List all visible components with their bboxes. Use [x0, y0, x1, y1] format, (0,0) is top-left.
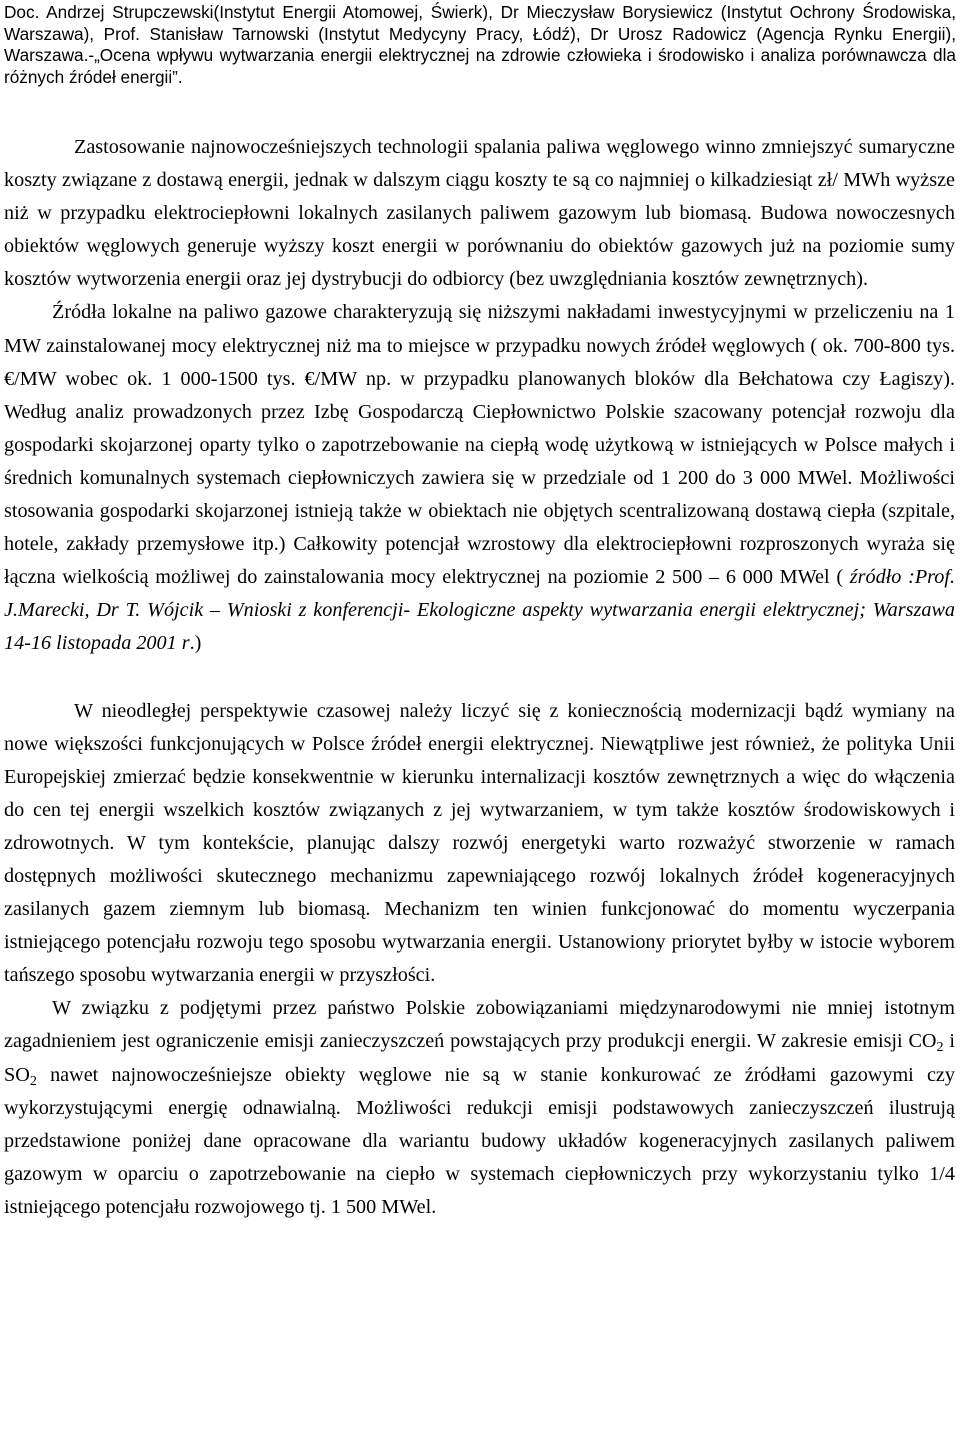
paragraph-emissions-text-c: nawet najnowocześniejsze obiekty węglowe nie są w stanie konkurować ze źródłami gazowymi czy wykorzystującymi energię odnawialną. Możliwości redukcji emisji podstawowych zanieczyszczeń ilustrują przedstawione poniżej dane opracowane dla wariantu budowy układów kogeneracyjnych zasilanych paliwem gazowym w oparciu o zapotrzebowanie na ciepło w systemach ciepłowniczych przy wykorzystaniu tylko 1/4 istniejącego potencjału rozwojowego tj. 1 500 MWel.: [4, 1063, 955, 1218]
paragraph-gas-sources: [4, 296, 955, 660]
paragraph-emissions-text-a: W związku z podjętymi przez państwo Polskie zobowiązaniami międzynarodowymi nie mniej istotnym zagadnieniem jest ograniczenie emisji zanieczyszczeń powstających przy produkcji energii. W zakresie emisji CO: [4, 997, 955, 1053]
paragraph-emissions: [4, 992, 955, 1224]
paragraph-gas-sources-text: Źródła lokalne na paliwo gazowe charakteryzują się niższymi nakładami inwestycyjnymi w przeliczeniu na 1 MW zainstalowanej mocy elektrycznej niż ma to miejsce w przypadku nowych źródeł węglowych ( ok. 700-800 tys. €/MW wobec ok. 1 000-1500 tys. €/MW np. w przypadku planowanych bloków dla Bełchatowa czy Łagiszy). Według analiz prowadzonych przez Izbę Gospodarczą Ciepłownictwo Polskie szacowany potencjał rozwoju dla gospodarki skojarzonej oparty tylko o zapotrzebowanie na ciepłą wodę użytkową w istniejących w Polsce małych i średnich komunalnych systemach ciepłowniczych zawiera się w przedziale od 1 200 do 3 000 MWel. Możliwości stosowania gospodarki skojarzonej istnieją także w obiektach nie objętych scentralizowaną dostawą ciepła (szpitale, hotele, zakłady przemysłowe itp.) Całkowity potencjał wzrostowy dla elektrociepłowni rozproszonych wyraża się łączna wielkością możliwej do zainstalowania mocy elektrycznej na poziomie 2 500 – 6 000 MWel (: [4, 301, 955, 589]
paragraph-modernization: W nieodległej perspektywie czasowej należy liczyć się z koniecznością modernizacji bądź wymiany na nowe większości funkcjonujących w Polsce źródeł energii elektrycznej. Niewątpliwe jest również, że polityka Unii Europejskiej zmierzać będzie konsekwentnie w kierunku internalizacji kosztów zewnętrznych a więc do włączenia do cen tej energii wszelkich kosztów związanych z jej wytwarzaniem, w tym także kosztów środowiskowych i zdrowotnych. W tym kontekście, planując dalszy rozwój energetyki warto rozważyć stworzenie w ramach dostępnych możliwości skutecznego mechanizmu zapewniającego rozwój lokalnych źródeł kogeneracyjnych zasilanych gazem ziemnym lub biomasą. Mechanizm ten winien funkcjonować do momentu wyczerpania istniejącego potencjału rozwoju tego sposobu wytwarzania energii. Ustanowiony priorytet byłby w istocie wyborem tańszego sposobu wytwarzania energii w przyszłości.: [4, 699, 955, 987]
co2-subscript: 2: [936, 1039, 944, 1056]
paragraph-coal-costs: Zastosowanie najnowocześniejszych technologii spalania paliwa węglowego winno zmniejszyć sumaryczne koszty związane z dostawą energii, jednak w dalszym ciągu koszty te są co najmniej o kilkadziesiąt zł/ MWh wyższe niż w przypadku elektrociepłowni lokalnych zasilanych paliwem gazowym lub biomasą. Budowa nowoczesnych obiektów węglowych generuje wyższy koszt energii w porównaniu do obiektów gazowych już na poziomie sumy kosztów wytworzenia energii oraz jej dystrybucji do odbiorcy (bez uwzględniania kosztów zewnętrznych).: [4, 136, 955, 291]
header-citation: Doc. Andrzej Strupczewski(Instytut Energii Atomowej, Świerk), Dr Mieczysław Borysiewicz (Instytut Ochrony Środowiska, Warszawa), Prof. Stanisław Tarnowski (Instytut Medycyny Pracy, Łódź), Dr Urosz Radowicz (Agencja Rynku Energii), Warszawa.-„Ocena wpływu wytwarzania energii elektrycznej na zdrowie człowieka i środowisko i analiza porównawcza dla różnych źródeł energii”.: [4, 2, 956, 87]
paragraph-gap: [4, 661, 955, 695]
paragraph-emissions-text-b: i SO: [4, 1030, 956, 1086]
document-body: [4, 131, 955, 1224]
so2-subscript: 2: [29, 1072, 37, 1089]
source-citation: źródło :Prof. J.Marecki, Dr T. Wójcik – Wnioski z konferencji- Ekologiczne aspekty wytwarzania energii elektrycznej; Warszawa 14-16 listopada 2001 r: [4, 566, 956, 655]
document-header: [4, 2, 956, 88]
paragraph-gas-sources-end: .): [189, 632, 202, 655]
